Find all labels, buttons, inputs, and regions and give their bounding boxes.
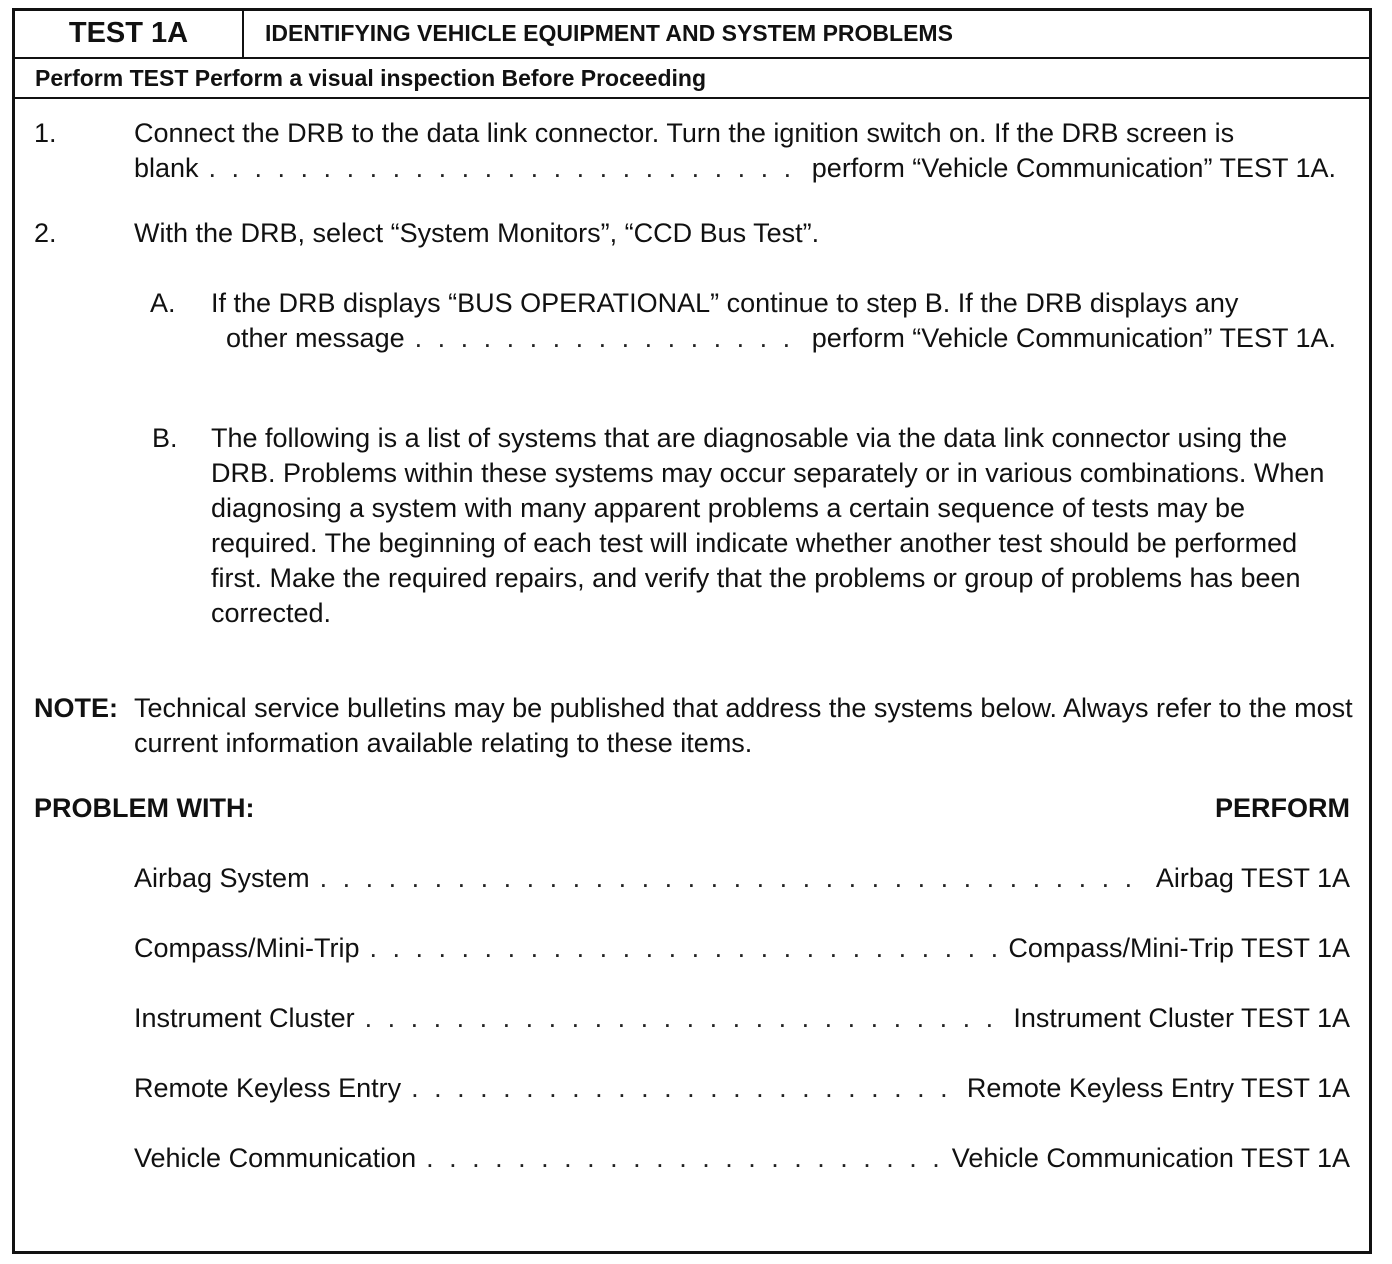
dot-leader bbox=[415, 321, 802, 355]
table-row bbox=[134, 931, 1350, 965]
step-2-text: With the DRB, select “System Monitors”, “CCD Bus Test”. bbox=[134, 218, 820, 248]
problem-cell: Airbag System bbox=[134, 863, 310, 893]
test-frame bbox=[12, 8, 1372, 1254]
table-row bbox=[134, 861, 1350, 895]
step-b-label: B. bbox=[152, 423, 178, 453]
dot-leader bbox=[411, 1071, 957, 1105]
note-text: Technical service bulletins may be published that address the systems below. Always refer to the most current information available relating to these items. bbox=[134, 693, 1353, 758]
step-1-action-line bbox=[134, 151, 1336, 185]
test-id: TEST 1A bbox=[15, 11, 244, 57]
dot-leader bbox=[320, 861, 1146, 895]
subheader: Perform TEST Perform a visual inspection Before Proceeding bbox=[15, 59, 1369, 99]
step-1-text: Connect the DRB to the data link connector. Turn the ignition switch on. If the DRB screen is bbox=[134, 118, 1235, 148]
step-b-text: The following is a list of systems that are diagnosable via the data link connector using the DRB. Problems within these systems may occur separately or in various combinations. When diagnosing a system with many apparent problems a certain sequence of tests may be required. The beginning of each test will indicate whether another test should be performed first. Make the required repairs, and verify that the problems or group of problems has been corrected. bbox=[211, 423, 1325, 628]
dot-leader bbox=[365, 1001, 1004, 1035]
step-2-number: 2. bbox=[34, 218, 57, 248]
problem-cell: Compass/Mini-Trip bbox=[134, 933, 360, 963]
perform-column-header: PERFORM bbox=[1215, 793, 1350, 823]
perform-cell: Airbag TEST 1A bbox=[1155, 863, 1350, 893]
problem-cell: Remote Keyless Entry bbox=[134, 1073, 402, 1103]
dot-leader bbox=[370, 931, 999, 965]
step-a-text: If the DRB displays “BUS OPERATIONAL” continue to step B. If the DRB displays any bbox=[211, 288, 1239, 318]
step-a-action: perform “Vehicle Communication” TEST 1A. bbox=[811, 323, 1336, 353]
table-row bbox=[134, 1001, 1350, 1035]
step-a-lead: other message bbox=[226, 323, 405, 353]
table-row bbox=[134, 1071, 1350, 1105]
problem-cell: Instrument Cluster bbox=[134, 1003, 355, 1033]
perform-cell: Remote Keyless Entry TEST 1A bbox=[966, 1073, 1350, 1103]
problem-column-header: PROBLEM WITH: bbox=[34, 793, 255, 823]
dot-leader bbox=[209, 151, 802, 185]
problem-cell: Vehicle Communication bbox=[134, 1143, 417, 1173]
header-bar bbox=[15, 11, 1369, 59]
step-1-lead: blank bbox=[134, 153, 199, 183]
dot-leader bbox=[426, 1141, 942, 1175]
perform-cell: Compass/Mini-Trip TEST 1A bbox=[1008, 933, 1350, 963]
step-1-number: 1. bbox=[34, 118, 57, 148]
perform-cell: Vehicle Communication TEST 1A bbox=[951, 1143, 1350, 1173]
test-title: IDENTIFYING VEHICLE EQUIPMENT AND SYSTEM PROBLEMS bbox=[265, 20, 953, 46]
step-1-action: perform “Vehicle Communication” TEST 1A. bbox=[811, 153, 1336, 183]
step-a-label: A. bbox=[150, 288, 176, 318]
perform-cell: Instrument Cluster TEST 1A bbox=[1013, 1003, 1350, 1033]
note-label: NOTE: bbox=[34, 693, 118, 723]
table-row bbox=[134, 1141, 1350, 1175]
step-a-action-line bbox=[226, 321, 1336, 355]
